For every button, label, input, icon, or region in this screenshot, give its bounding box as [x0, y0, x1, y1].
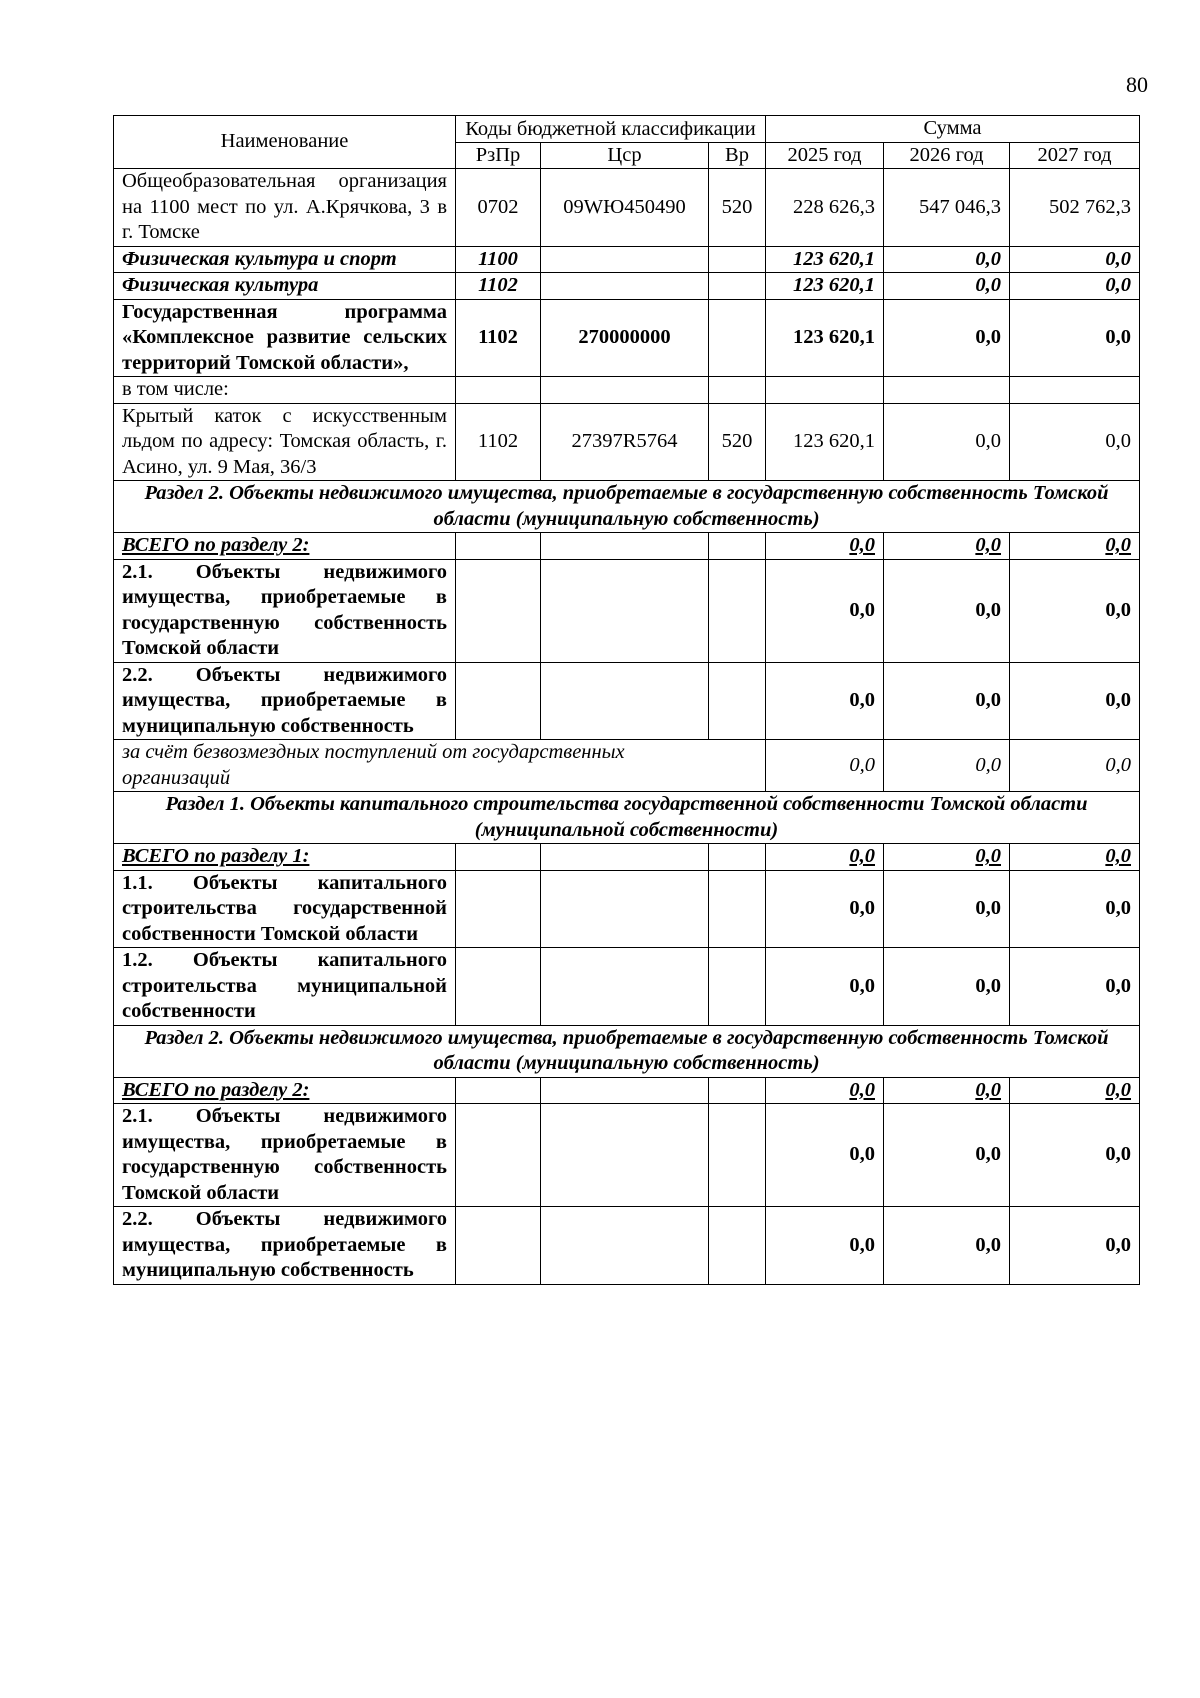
- table-row: [114, 403, 1140, 481]
- row-2026: 0,0: [884, 403, 1010, 481]
- row-2026: 0,0: [884, 246, 1010, 273]
- section-row: [114, 1025, 1140, 1077]
- row-2027: 0,0: [1010, 740, 1140, 792]
- row-2026: 0,0: [884, 662, 1010, 740]
- row-2026: 0,0: [884, 1077, 1010, 1104]
- row-rzpr: 1102: [456, 273, 541, 300]
- row-name: ВСЕГО по разделу 2:: [114, 1077, 456, 1104]
- row-vr: [709, 273, 766, 300]
- row-2026: 547 046,3: [884, 169, 1010, 247]
- header-vr: Вр: [709, 142, 766, 169]
- row-2026: 0,0: [884, 1207, 1010, 1285]
- row-2027: 502 762,3: [1010, 169, 1140, 247]
- row-vr: [709, 246, 766, 273]
- row-2027: 0,0: [1010, 403, 1140, 481]
- table-row: [114, 169, 1140, 247]
- table-row: [114, 246, 1140, 273]
- row-2025: 0,0: [766, 870, 884, 948]
- row-name: 1.2. Объекты капитального строительства муниципальной собственности: [114, 948, 456, 1026]
- row-rzpr: 0702: [456, 169, 541, 247]
- row-2027: 0,0: [1010, 559, 1140, 662]
- row-name: Крытый каток с искусственным льдом по адресу: Томская область, г. Асино, ул. 9 Мая, 36/3: [114, 403, 456, 481]
- row-2025: 123 620,1: [766, 273, 884, 300]
- row-name: за счёт безвозмездных поступлений от государственных организаций: [114, 740, 766, 792]
- row-vr: 520: [709, 403, 766, 481]
- row-rzpr: 1100: [456, 246, 541, 273]
- row-2025: 0,0: [766, 948, 884, 1026]
- row-2027: 0,0: [1010, 844, 1140, 871]
- row-name: Физическая культура: [114, 273, 456, 300]
- row-2025: 0,0: [766, 559, 884, 662]
- row-2027: 0,0: [1010, 870, 1140, 948]
- row-2027: 0,0: [1010, 273, 1140, 300]
- row-2025: 0,0: [766, 844, 884, 871]
- row-2026: 0,0: [884, 948, 1010, 1026]
- row-2025: 123 620,1: [766, 246, 884, 273]
- section-row: [114, 792, 1140, 844]
- row-2027: 0,0: [1010, 662, 1140, 740]
- row-2027: 0,0: [1010, 1077, 1140, 1104]
- row-2027: 0,0: [1010, 299, 1140, 377]
- table-row: [114, 1104, 1140, 1207]
- row-2025: 0,0: [766, 1077, 884, 1104]
- row-2025: 123 620,1: [766, 403, 884, 481]
- row-2027: 0,0: [1010, 1207, 1140, 1285]
- header-2026: 2026 год: [884, 142, 1010, 169]
- header-2027: 2027 год: [1010, 142, 1140, 169]
- row-2025: 0,0: [766, 1207, 884, 1285]
- row-rzpr: 1102: [456, 299, 541, 377]
- row-2025: 228 626,3: [766, 169, 884, 247]
- row-2027: 0,0: [1010, 948, 1140, 1026]
- row-name: 1.1. Объекты капитального строительства государственной собственности Томской области: [114, 870, 456, 948]
- row-name: в том числе:: [114, 377, 456, 404]
- row-name: 2.1. Объекты недвижимого имущества, приобретаемые в государственную собственность Томской области: [114, 559, 456, 662]
- table-row: [114, 559, 1140, 662]
- row-2026: 0,0: [884, 870, 1010, 948]
- row-vr: [709, 299, 766, 377]
- row-2026: 0,0: [884, 273, 1010, 300]
- table-row: [114, 299, 1140, 377]
- header-sum: Сумма: [766, 116, 1140, 143]
- row-2026: 0,0: [884, 533, 1010, 560]
- total-row: [114, 533, 1140, 560]
- row-2027: 0,0: [1010, 533, 1140, 560]
- row-csr: 09WЮ450490: [541, 169, 709, 247]
- header-row-top: [114, 116, 1140, 143]
- row-csr: 270000000: [541, 299, 709, 377]
- row-2025: 0,0: [766, 740, 884, 792]
- table-row: [114, 662, 1140, 740]
- row-name: ВСЕГО по разделу 1:: [114, 844, 456, 871]
- section-title: Раздел 1. Объекты капитального строительства государственной собственности Томской области (муниципальной собственности): [114, 792, 1140, 844]
- row-2027: 0,0: [1010, 246, 1140, 273]
- row-csr: 27397R5764: [541, 403, 709, 481]
- table-row: [114, 1207, 1140, 1285]
- row-name: 2.2. Объекты недвижимого имущества, приобретаемые в муниципальную собственность: [114, 662, 456, 740]
- section-title: Раздел 2. Объекты недвижимого имущества, приобретаемые в государственную собственность Томской области (муниципальную собственность): [114, 1025, 1140, 1077]
- header-name: Наименование: [114, 116, 456, 169]
- table-row: [114, 870, 1140, 948]
- row-name: 2.1. Объекты недвижимого имущества, приобретаемые в государственную собственность Томской области: [114, 1104, 456, 1207]
- row-name: Общеобразовательная организация на 1100 мест по ул. А.Крячкова, 3 в г. Томске: [114, 169, 456, 247]
- row-name: ВСЕГО по разделу 2:: [114, 533, 456, 560]
- header-2025: 2025 год: [766, 142, 884, 169]
- row-rzpr: 1102: [456, 403, 541, 481]
- page-number: 80: [1126, 72, 1148, 97]
- table-row: [114, 740, 1140, 792]
- table-row: [114, 948, 1140, 1026]
- row-2025: 123 620,1: [766, 299, 884, 377]
- total-row: [114, 844, 1140, 871]
- row-2025: 0,0: [766, 1104, 884, 1207]
- row-2025: 0,0: [766, 533, 884, 560]
- row-name: Физическая культура и спорт: [114, 246, 456, 273]
- row-csr: [541, 246, 709, 273]
- row-2026: 0,0: [884, 740, 1010, 792]
- row-2026: 0,0: [884, 844, 1010, 871]
- header-codes: Коды бюджетной классификации: [456, 116, 766, 143]
- table-row: [114, 273, 1140, 300]
- budget-table: [113, 115, 1140, 1285]
- total-row: [114, 1077, 1140, 1104]
- table-row: [114, 377, 1140, 404]
- section-row: [114, 481, 1140, 533]
- section-title: Раздел 2. Объекты недвижимого имущества, приобретаемые в государственную собственность Томской области (муниципальную собственность): [114, 481, 1140, 533]
- row-name: Государственная программа «Комплексное развитие сельских территорий Томской области»,: [114, 299, 456, 377]
- row-2026: 0,0: [884, 299, 1010, 377]
- header-rzpr: РзПр: [456, 142, 541, 169]
- row-2025: 0,0: [766, 662, 884, 740]
- header-csr: Цср: [541, 142, 709, 169]
- row-csr: [541, 273, 709, 300]
- row-vr: 520: [709, 169, 766, 247]
- row-2027: 0,0: [1010, 1104, 1140, 1207]
- row-2026: 0,0: [884, 559, 1010, 662]
- row-2026: 0,0: [884, 1104, 1010, 1207]
- row-name: 2.2. Объекты недвижимого имущества, приобретаемые в муниципальную собственность: [114, 1207, 456, 1285]
- budget-table-wrapper: [113, 115, 1140, 1285]
